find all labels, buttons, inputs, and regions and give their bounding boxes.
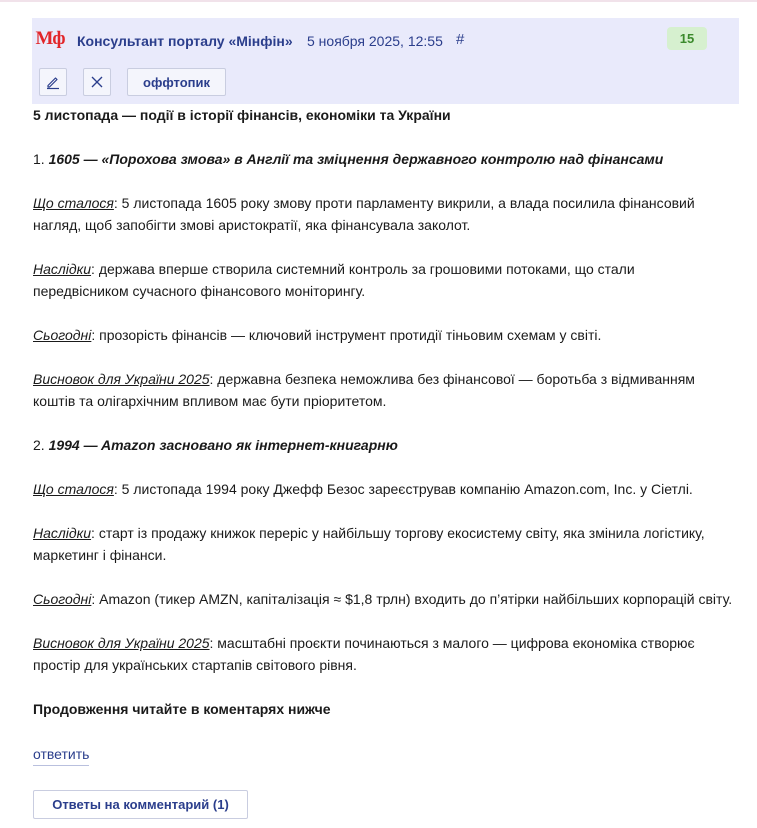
event-paragraph [33,522,733,566]
event-title-text: 1605 — «Порохова змова» в Англії та зміцнення державного контролю над фінансами [48,151,664,167]
paragraph-label: Наслідки [33,261,92,277]
event-paragraph [33,258,733,302]
event-paragraph [33,588,733,610]
offtopic-tag[interactable]: оффтопик [127,68,226,96]
comment-header [32,18,739,104]
minfin-logo[interactable]: Мф [35,28,65,49]
event-number: 2. [33,437,45,453]
paragraph-text: : державна безпека неможлива без фінансової — боротьба з відмиванням коштів та олігархічним впливом має бути пріоритетом. [33,371,695,409]
paragraph-text: : 5 листопада 1605 року змову проти парламенту викрили, а влада посилила фінансовий нагляд, щоб запобігти змові аристократії, яка фінансувала заколот. [33,195,695,233]
paragraph-label: Сьогодні [33,591,92,607]
comment-date: 5 ноября 2025, 12:55 [307,33,443,49]
show-replies-button[interactable]: Ответы на комментарий (1) [33,790,248,819]
paragraph-text: : масштабні проєкти починаються з малого — цифрова економіка створює простір для українських стартапів світового рівня. [33,635,695,673]
close-icon [89,74,105,90]
comment-body [33,104,733,720]
paragraph-label: Висновок для України 2025 [33,371,210,387]
top-divider [0,0,757,2]
author-name[interactable]: Консультант порталу «Мінфін» [77,33,293,49]
paragraph-label: Наслідки [33,525,92,541]
paragraph-label: Що сталося [33,481,114,497]
post-heading: 5 листопада — події в історії фінансів, економіки та України [33,107,451,123]
event-title-text: 1994 — Amazon засновано як інтернет-книгарню [48,437,398,453]
paragraph-text: : 5 листопада 1994 року Джефф Безос зареєстрував компанію Amazon.com, Inc. у Сіетлі. [113,481,693,497]
event-paragraph [33,478,733,500]
event-title [33,148,733,170]
paragraph-label: Що сталося [33,195,114,211]
reply-link[interactable]: ответить [33,745,89,766]
event-paragraph [33,632,733,676]
paragraph-label: Висновок для України 2025 [33,635,210,651]
event-paragraph [33,324,733,346]
event-paragraph [33,192,733,236]
paragraph-text: : старт із продажу книжок переріс у найбільшу торгову екосистему світу, яка змінила логістику, маркетинг і фінанси. [33,525,705,563]
event-paragraph [33,368,733,412]
continuation-note: Продовження читайте в коментарях нижче [33,701,331,717]
paragraph-label: Сьогодні [33,327,92,343]
pencil-icon [45,74,61,90]
paragraph-text: : Amazon (тикер AMZN, капіталізація ≈ $1,8 трлн) входить до п’ятірки найбільших корпорацій світу. [91,591,733,607]
score-badge: 15 [667,27,707,50]
paragraph-text: : держава вперше створила системний контроль за грошовими потоками, що стали передвісником сучасного фінансового моніторингу. [33,261,635,299]
permalink-hash[interactable]: # [456,31,465,48]
event-title [33,434,733,456]
edit-button[interactable] [39,68,67,96]
delete-button[interactable] [83,68,111,96]
paragraph-text: : прозорість фінансів — ключовий інструмент протидії тіньовим схемам у світі. [91,327,602,343]
event-number: 1. [33,151,45,167]
